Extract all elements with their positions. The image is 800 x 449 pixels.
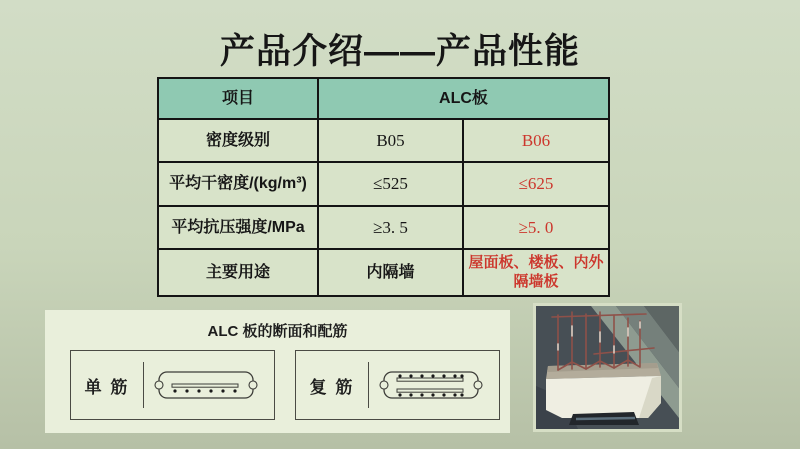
- row-compressive-strength-b06: ≥5. 0: [464, 207, 608, 248]
- alc-panel-photo: [533, 303, 682, 432]
- row-main-use-b06: 屋面板、楼板、内外隔墙板: [464, 250, 608, 295]
- row-main-use-label: 主要用途: [159, 250, 317, 295]
- single-rebar-cross-section-icon: [150, 368, 262, 402]
- row-compressive-strength-label: 平均抗压强度/MPa: [159, 207, 317, 248]
- double-rebar-label: 复 筋: [309, 377, 355, 397]
- diagram-title: ALC 板的断面和配筋: [207, 323, 348, 340]
- row-dry-density-b06: ≤625: [464, 163, 608, 205]
- divider-line: [143, 362, 144, 408]
- row-density-grade-label: 密度级别: [159, 120, 317, 161]
- row-main-use-b05: 内隔墙: [319, 250, 462, 295]
- row-density-grade-b06: B06: [464, 120, 608, 161]
- row-dry-density-label: 平均干密度/(kg/m³): [159, 163, 317, 205]
- row-density-grade-b05: B05: [319, 120, 462, 161]
- table-header-item: 项目: [159, 79, 317, 118]
- single-rebar-box: [70, 350, 275, 420]
- slide-title: 产品介绍——产品性能: [219, 32, 580, 71]
- row-dry-density-b05: ≤525: [319, 163, 462, 205]
- performance-table: [157, 77, 610, 297]
- row-compressive-strength-b05: ≥3. 5: [319, 207, 462, 248]
- alc-panel-photo-image: [536, 306, 679, 429]
- double-rebar-box: [295, 350, 500, 420]
- divider-line: [368, 362, 369, 408]
- double-rebar-cross-section-icon: [375, 368, 487, 402]
- table-header-alc-board: ALC板: [319, 79, 608, 118]
- single-rebar-label: 单 筋: [84, 377, 130, 397]
- section-diagram-panel: [45, 310, 510, 433]
